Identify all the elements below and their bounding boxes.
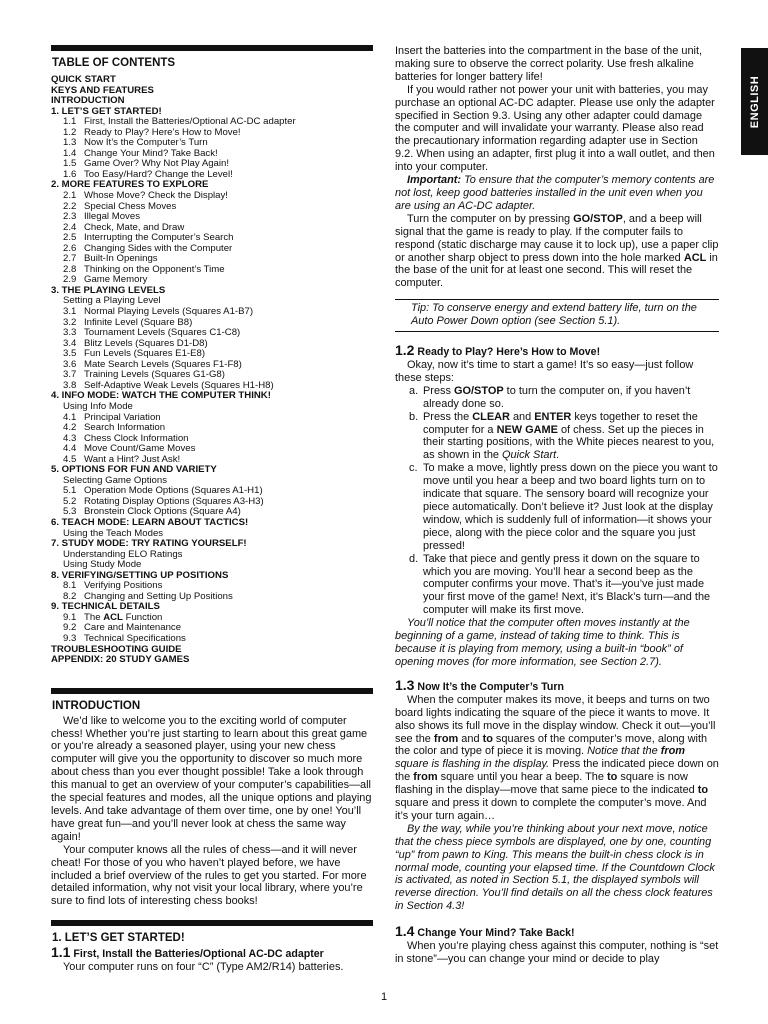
s13-text-e: square until you hear a beep. The <box>437 771 608 784</box>
toc-entry-label-post: Function <box>122 611 163 623</box>
toc-subheading: Understanding ELO Ratings <box>63 548 183 560</box>
toc-entry-label: Changing Sides with the Computer <box>84 242 233 254</box>
s13-to-1: to <box>482 732 493 745</box>
toc-heading: INTRODUCTION <box>51 95 125 107</box>
toc-heading: 3. THE PLAYING LEVELS <box>51 284 166 296</box>
section-1-4-heading <box>395 925 719 940</box>
toc-entry-label: Mate Search Levels (Squares F1-F8) <box>84 358 242 370</box>
step-a-text-2: to turn the computer on, if you haven’t already done so. <box>423 384 691 410</box>
toc-entry-label: Game Over? Why Not Play Again! <box>84 158 230 170</box>
toc-entry-number: 1.5 <box>63 158 77 170</box>
step-c <box>395 462 719 552</box>
toc-entry-label: Move Count/Game Moves <box>84 443 196 455</box>
toc-heading: 4. INFO MODE: WATCH THE COMPUTER THINK! <box>51 390 271 402</box>
toc-entry-number: 3.3 <box>63 327 77 339</box>
toc-title: TABLE OF CONTENTS <box>52 57 176 69</box>
section-1-1-paragraph: Your computer runs on four “C” (Type AM2/R14) batteries. <box>63 961 344 974</box>
language-tab-label: ENGLISH <box>748 75 761 128</box>
s13-italic-1: Notice that the <box>587 745 661 758</box>
toc-entry-label: Interrupting the Computer’s Search <box>84 232 234 244</box>
introduction-rule <box>51 688 373 694</box>
section-1-3-paragraph-2: By the way, while you’re thinking about your next move, notice that the chess piece symbols are displayed, one by one, counting “up” from pawn to King. This means the built-in chess clock is in normal mode, counting your elapsed time. If the Countdown Clock is activated, as noted in Section 5.1, the displayed symbols will reverse direction. You’ll find details on all the chess clock features in Section 4.3! <box>395 822 715 913</box>
toc-entry-label: Want a Hint? Just Ask! <box>84 453 181 465</box>
toc-entry-label: Normal Playing Levels (Squares A1-B7) <box>84 306 254 318</box>
s13-from-2: from <box>660 745 686 758</box>
left-column <box>51 45 373 974</box>
toc-entry-label: First, Install the Batteries/Optional AC-DC adapter <box>84 116 296 128</box>
toc-entry-number: 4.3 <box>63 432 77 444</box>
toc-heading: 9. TECHNICAL DETAILS <box>51 601 160 613</box>
toc-entry-number: 3.7 <box>63 369 77 381</box>
toc-heading: TROUBLESHOOTING GUIDE <box>51 643 182 655</box>
toc-subheading: Using Info Mode <box>63 400 133 412</box>
toc-entry-number: 2.3 <box>63 211 77 223</box>
toc-entry-label: Built-In Openings <box>84 253 158 265</box>
toc-entry-number: 9.3 <box>63 632 77 644</box>
table-of-contents <box>51 75 373 666</box>
step-b-text-2: and <box>509 410 535 423</box>
section-1-1-title: First, Install the Batteries/Optional AC-DC adapter <box>73 948 324 961</box>
lets-get-started-rule <box>51 920 373 926</box>
step-a-text-1: Press <box>423 384 454 397</box>
toc-entry-number: 3.8 <box>63 379 77 391</box>
toc-subheading: Using the Teach Modes <box>63 527 164 539</box>
s13-from-1: from <box>433 732 459 745</box>
step-c-text: To make a move, lightly press down on the piece you want to move until you hear a beep and two board lights turn on to indicate that square. The sensory board will recognize your piece automatically. Don’t believe it? Just look at the display window, which is suddenly full of information—it shows your piece, along with the piece color and the square you just pressed! <box>423 462 718 552</box>
toc-entry-label: Principal Variation <box>84 411 161 423</box>
step-a <box>395 385 719 411</box>
important-label: Important: <box>407 174 462 187</box>
section-1-2-number: 1.2 <box>395 342 415 359</box>
right-column <box>395 45 719 966</box>
toc-entry <box>51 634 373 645</box>
toc-entry-label: Verifying Positions <box>84 580 163 592</box>
go-stop-key: GO/STOP <box>573 212 623 225</box>
toc-entry-number: 5.3 <box>63 506 77 518</box>
step-b-text-5: . <box>556 449 560 462</box>
introduction-body <box>51 715 373 909</box>
enter-key: ENTER <box>534 410 572 423</box>
toc-entry-label: Now It’s the Computer’s Turn <box>84 137 208 149</box>
toc-entry-number: 3.1 <box>63 306 77 318</box>
toc-entry-label-pre: The <box>84 611 104 623</box>
step-a-letter: a. <box>409 384 419 397</box>
toc-entry-label-bold: ACL <box>103 611 123 623</box>
s13-text-d: Press the indicated piece down on the <box>395 758 719 784</box>
toc-heading: QUICK START <box>51 74 116 85</box>
toc-subheading: Selecting Game Options <box>63 474 167 486</box>
toc-entry-number: 5.1 <box>63 485 77 497</box>
toc-entry-label: Illegal Moves <box>84 211 140 223</box>
toc-subheading: Using Study Mode <box>63 559 142 571</box>
toc-heading: APPENDIX: 20 STUDY GAMES <box>51 654 190 666</box>
section-1-1-heading <box>51 946 373 961</box>
toc-entry-number: 3.2 <box>63 316 77 328</box>
toc-entry-number: 4.2 <box>63 422 77 434</box>
section-1-3-heading <box>395 676 719 694</box>
section-1-2-intro: Okay, now it’s time to start a game! It’s so easy—just follow these steps: <box>395 359 694 384</box>
toc-entry-number: 4.5 <box>63 453 77 465</box>
adapter-paragraph: If you would rather not power your unit with batteries, you may purchase an optional AC-DC adapter. Please use only the adapter specified in Section 9.3. Using any other adapter could damage the computer and will invalidate your warranty. Please also read the precautionary information regarding adapter use in Section 9.2. When using an adapter, first plug it into a wall outlet, and then into your computer. <box>395 83 715 174</box>
quick-start-ref: Quick Start <box>502 449 557 462</box>
section-1-2-heading <box>395 344 719 359</box>
toc-entry-number: 4.4 <box>63 443 77 455</box>
step-d-text: Take that piece and gently press it down on the square to which you are moving. You’ll hear a second beep as the computer confirms your move. That’s it—you’ve just made your first move of the game! Next, it’s Black’s turn—and the computer will make its first move. <box>423 552 711 617</box>
section-1-3-title: Now It’s the Computer’s Turn <box>417 680 564 693</box>
language-tab <box>741 48 768 155</box>
toc-entry-label: Technical Specifications <box>84 632 186 644</box>
toc-entry-number: 1.2 <box>63 126 77 138</box>
toc-entry-number: 4.1 <box>63 411 77 423</box>
power-on-text-1: Turn the computer on by pressing <box>407 212 574 225</box>
toc-entry-label: Ready to Play? Here’s How to Move! <box>84 126 241 138</box>
toc-entry-number: 1.6 <box>63 168 77 180</box>
toc-entry-label: Tournament Levels (Squares C1-C8) <box>84 327 241 339</box>
toc-subheading: Setting a Playing Level <box>63 295 161 307</box>
toc-entry-label: Too Easy/Hard? Change the Level! <box>84 168 233 180</box>
step-b <box>395 411 719 463</box>
toc-entry-label: Infinite Level (Square B8) <box>84 316 193 328</box>
toc-entry-label: Chess Clock Information <box>84 432 189 444</box>
s13-text-c: squares of the computer’s move, along with the color and type of piece it is moving. <box>395 732 708 758</box>
section-1-4-title: Change Your Mind? Take Back! <box>417 927 575 940</box>
toc-heading: 6. TEACH MODE: LEARN ABOUT TACTICS! <box>51 516 249 528</box>
section-1-1-number: 1.1 <box>51 944 71 961</box>
section-1-2-title: Ready to Play? Here’s How to Move! <box>417 346 601 359</box>
lets-get-started-title: 1. LET’S GET STARTED! <box>52 932 185 945</box>
toc-entry-label: Training Levels (Squares G1-G8) <box>84 369 225 381</box>
toc-entry-label: Whose Move? Check the Display! <box>84 190 228 202</box>
section-1-4-paragraph: When you’re playing chess against this computer, nothing is “set in stone”—you can change your mind or decide to play <box>395 940 719 966</box>
toc-entry-label: Search Information <box>84 422 166 434</box>
toc-heading: 7. STUDY MODE: TRY RATING YOURSELF! <box>51 538 247 550</box>
step-d-letter: d. <box>409 552 419 565</box>
toc-entry-label: Special Chess Moves <box>84 200 177 212</box>
power-on-text-3: in the base of the unit for at least one second. This will reset the computer. <box>395 251 718 290</box>
toc-entry-number: 2.1 <box>63 190 77 202</box>
toc-entry-label: Self-Adaptive Weak Levels (Squares H1-H8) <box>84 379 274 391</box>
toc-entry-number: 2.7 <box>63 253 77 265</box>
toc-entry-number: 5.2 <box>63 495 77 507</box>
toc-entry-label: Changing and Setting Up Positions <box>84 590 233 602</box>
s13-to-2: to <box>607 771 618 784</box>
step-a-go-stop: GO/STOP <box>454 384 504 397</box>
step-b-text-1: Press the <box>423 410 473 423</box>
toc-entry-number: 8.1 <box>63 580 77 592</box>
toc-entry-number: 9.2 <box>63 622 77 634</box>
toc-rule <box>51 45 373 51</box>
introduction-paragraph-1: We’d like to welcome you to the exciting world of computer chess! Whether you’re just starting to learn about this great game or you’re already a seasoned player, using your new chess computer will give you the opportunity to discover so much more about chess than you ever thought possible! Take a look through this manual to get an overview of your computer’s capabilities—all the special features and modes, all the unique options and playing levels. And take advantage of them over time, one by one! You’ll have great fun—and you’ll never look at chess the same way again! <box>51 714 372 843</box>
s13-text-a: When the computer makes its move, it beeps and turns on two board lights indicating the square of the piece it wants to move. It also shows its full move in the display window. Check it out—you’ll see the <box>395 693 716 745</box>
toc-entry-number: 3.5 <box>63 348 77 360</box>
step-b-letter: b. <box>409 410 419 423</box>
s13-from-3: from <box>413 771 438 784</box>
toc-entry-label: Fun Levels (Squares E1-E8) <box>84 348 206 360</box>
toc-entry-number: 3.6 <box>63 358 77 370</box>
step-d <box>395 553 719 618</box>
power-on-paragraph <box>395 213 719 290</box>
toc-heading: KEYS AND FEATURES <box>51 84 154 96</box>
step-c-letter: c. <box>409 462 418 475</box>
toc-entry-number: 2.6 <box>63 242 77 254</box>
important-paragraph <box>395 174 719 213</box>
s13-text-b: and <box>458 732 483 745</box>
toc-entry-number: 2.9 <box>63 274 77 286</box>
toc-entry-label: Care and Maintenance <box>84 622 182 634</box>
toc-entry-label: Game Memory <box>84 274 148 286</box>
s13-text-f: square is now flashing in the display—move that same piece to the indicated <box>395 771 698 797</box>
introduction-paragraph-2: Your computer knows all the rules of chess—and it will never cheat! For those of you who haven’t played before, we have included a brief overview of the rules to get you started. For more detailed information, why not visit your local library, where you’re sure to find lots of interesting chess books! <box>51 843 367 908</box>
toc-entry-label: Bronstein Clock Options (Square A4) <box>84 506 241 518</box>
section-1-3-number: 1.3 <box>395 676 415 693</box>
toc-entry-number: 1.4 <box>63 147 77 159</box>
introduction-title: INTRODUCTION <box>52 699 141 712</box>
toc-entry-number: 9.1 <box>63 611 77 623</box>
toc-entry-label: Thinking on the Opponent’s Time <box>84 263 225 275</box>
toc-entry-label: Rotating Display Options (Squares A3-H3) <box>84 495 264 507</box>
toc-heading: 5. OPTIONS FOR FUN AND VARIETY <box>51 464 217 476</box>
s13-text-g: square and press it down to complete the computer’s move. And it’s your turn again… <box>395 797 707 822</box>
toc-entry-number: 2.8 <box>63 263 77 275</box>
toc-heading: 1. LET’S GET STARTED! <box>51 105 162 117</box>
s13-to-3: to <box>697 784 709 797</box>
section-1-3-paragraph-1 <box>395 694 719 823</box>
toc-entry-number: 8.2 <box>63 590 77 602</box>
toc-entry-number: 2.2 <box>63 200 77 212</box>
toc-entry-number: 1.1 <box>63 116 77 128</box>
toc-entry-number: 2.4 <box>63 221 77 233</box>
book-moves-note: You’ll notice that the computer often moves instantly at the beginning of a game, instead of taking time to think. This is because it is playing from memory, using a built-in “book” of opening moves (for more information, see Section 2.7). <box>395 617 690 668</box>
toc-entry-label: Operation Mode Options (Squares A1-H1) <box>84 485 263 497</box>
page-number: 1 <box>380 991 388 1003</box>
step-b-text-3: keys together to reset the computer for a <box>423 410 698 436</box>
important-text: To ensure that the computer’s memory contents are not lost, keep good batteries installed in the unit even when you are using an AC-DC adapter. <box>395 174 715 212</box>
toc-entry-label: Check, Mate, and Draw <box>84 221 185 233</box>
batteries-paragraph: Insert the batteries into the compartment in the base of the unit, making sure to observe the correct polarity. Use fresh alkaline batteries for longer battery life! <box>395 45 703 83</box>
acl-label: ACL <box>683 251 707 264</box>
tip-box: Tip: To conserve energy and extend battery life, turn on the Auto Power Down option (see Section 5.1). <box>395 299 719 332</box>
toc-entry-label: Blitz Levels (Squares D1-D8) <box>84 337 208 349</box>
toc-entry-number: 2.5 <box>63 232 77 244</box>
section-1-4-number: 1.4 <box>395 923 415 940</box>
toc-entry-number: 1.3 <box>63 137 77 149</box>
step-b-text-4: of chess. Set up the pieces in their starting positions, with the White pieces nearest to you, as shown in the <box>423 423 715 462</box>
toc-entry-label: Change Your Mind? Take Back! <box>84 147 218 159</box>
power-on-text-2: , and a beep will signal that the game is ready to play. If the computer fails to respond (static discharge may cause it to lock up), use a paper clip or another sharp object to press down into the hole marked <box>395 212 719 264</box>
s13-italic-2: square is flashing in the display. <box>395 758 550 771</box>
toc-heading: 2. MORE FEATURES TO EXPLORE <box>51 179 209 191</box>
new-game-label: NEW GAME <box>496 423 558 436</box>
clear-key: CLEAR <box>472 410 510 423</box>
toc-entry-number: 3.4 <box>63 337 77 349</box>
toc-heading: 8. VERIFYING/SETTING UP POSITIONS <box>51 569 229 581</box>
